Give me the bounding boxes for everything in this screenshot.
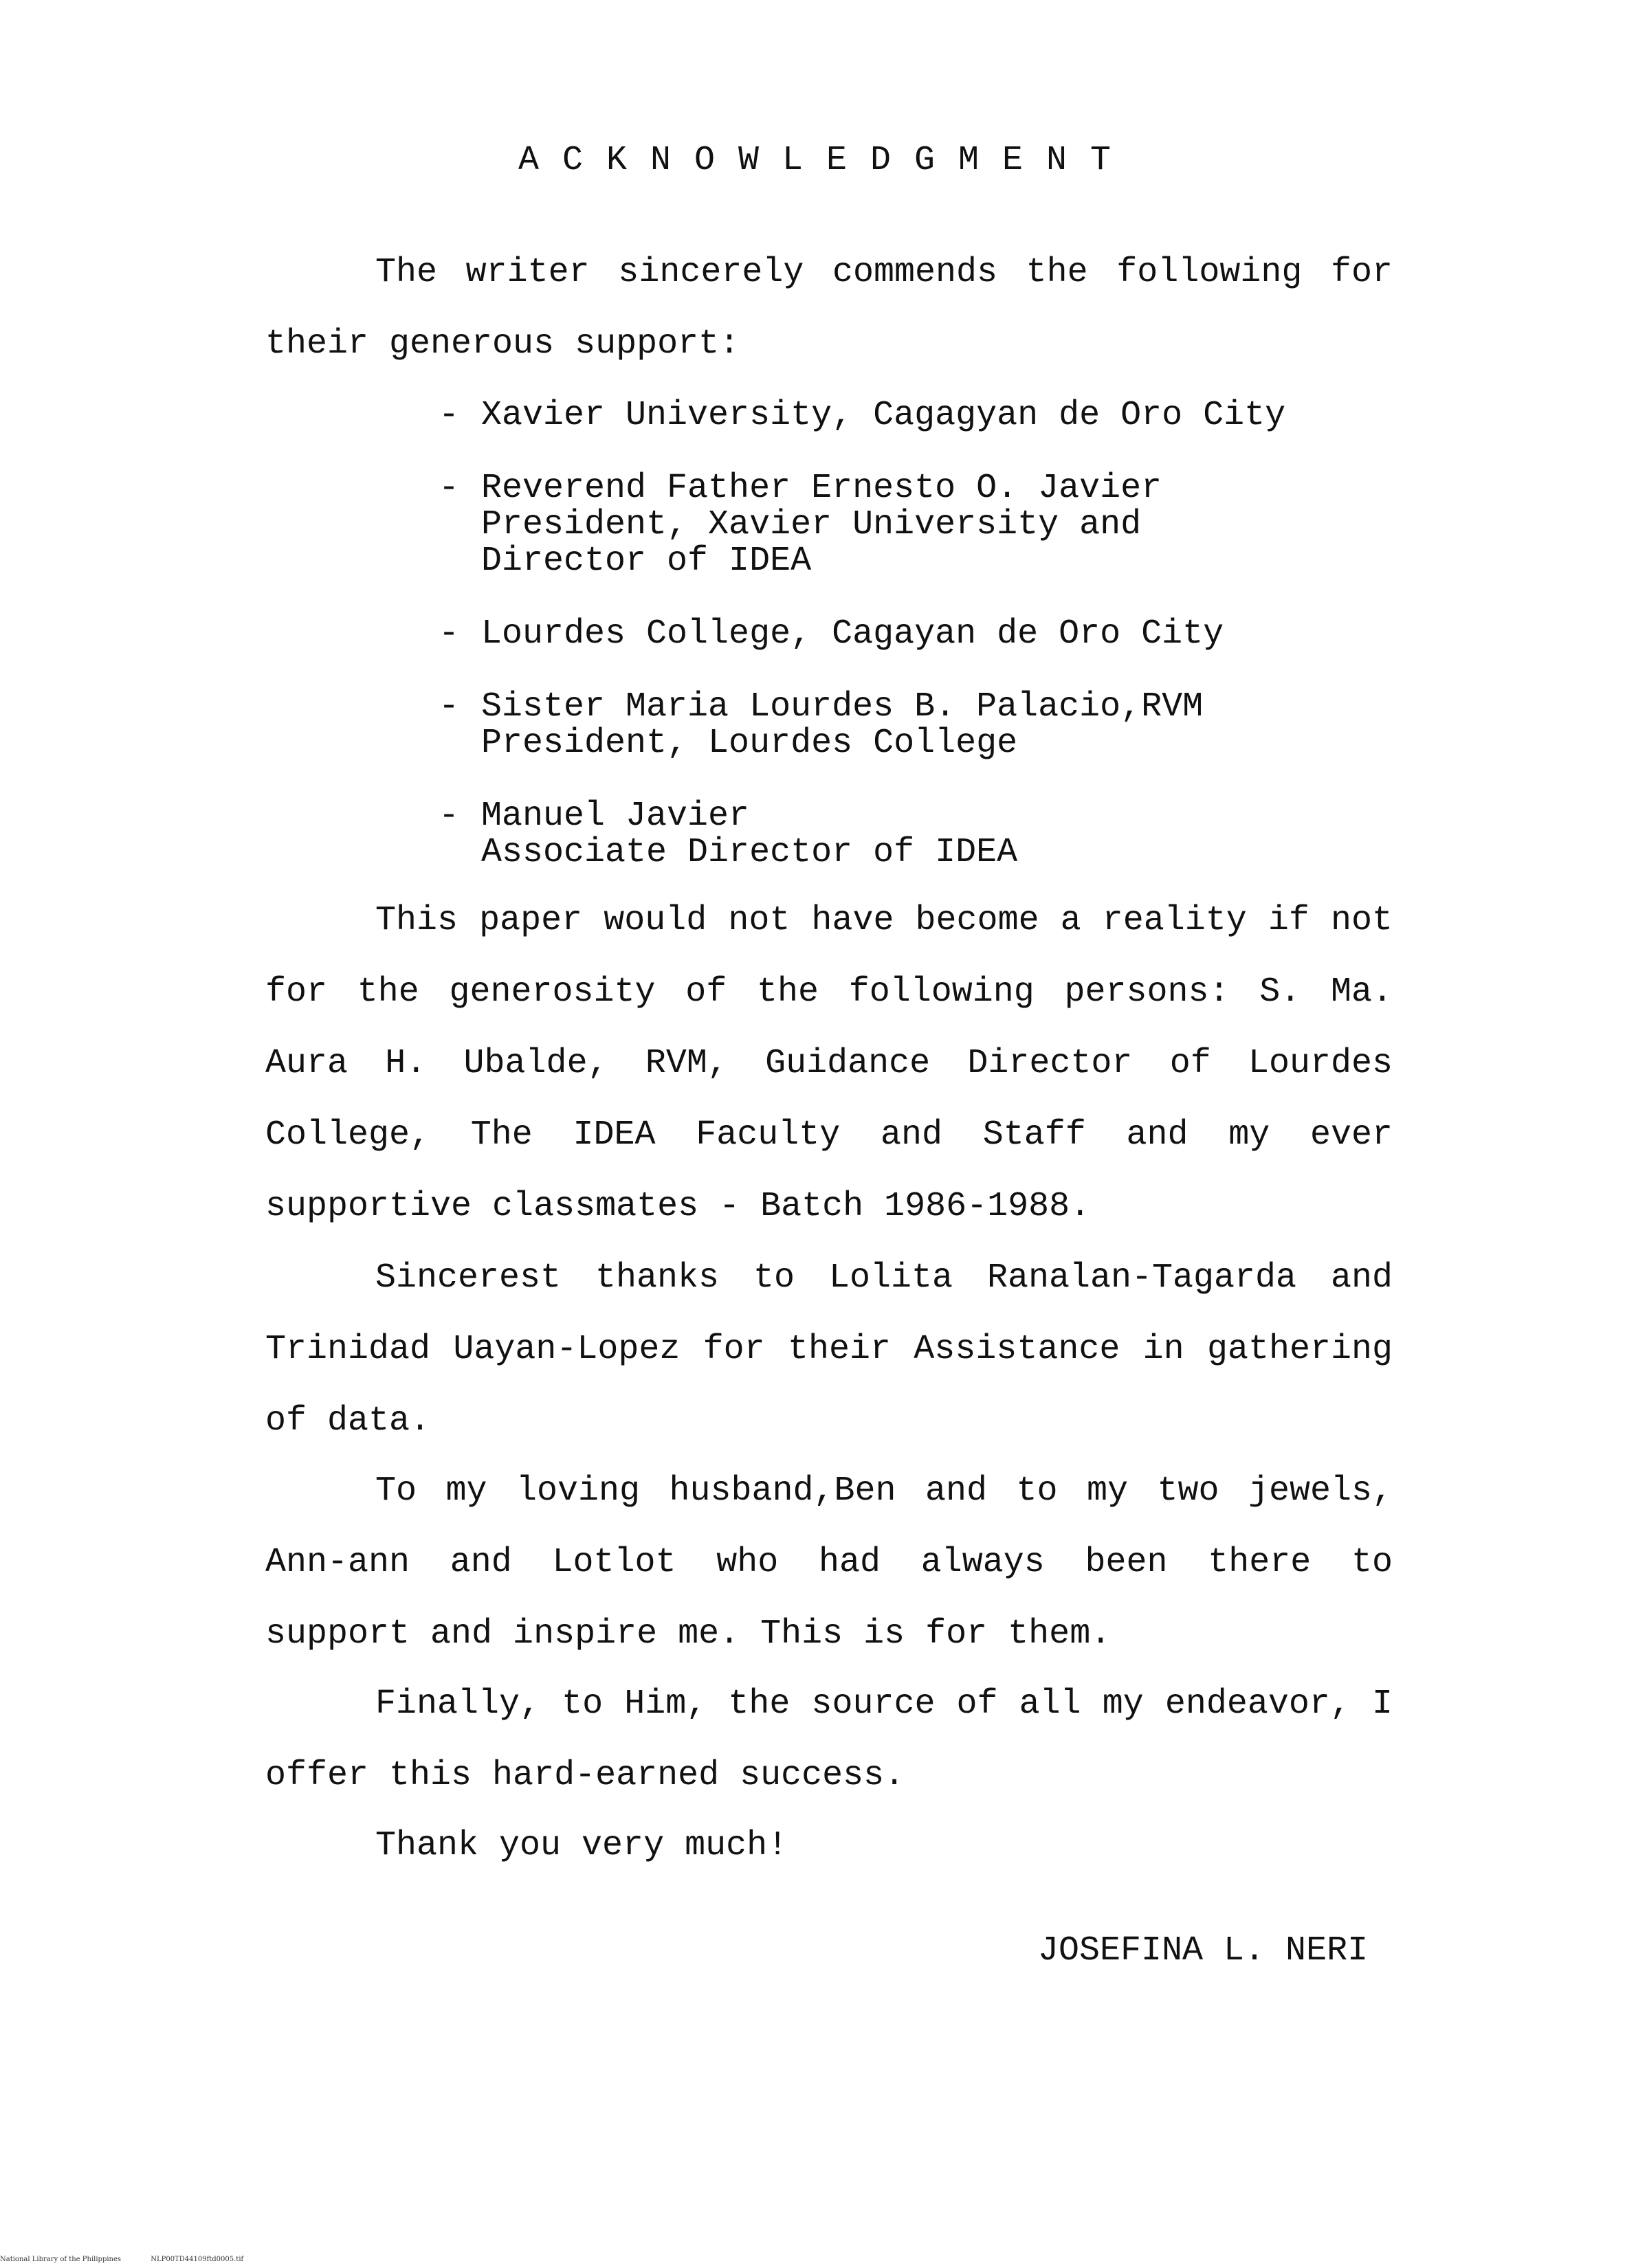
list-item-line: Reverend Father Ernesto O. Javier — [481, 469, 1162, 508]
page-title: ACKNOWLEDGMENT — [518, 141, 1135, 180]
list-item: - Lourdes College, Cagayan de Oro City — [439, 614, 1224, 654]
list-item-line: Director of IDEA — [481, 542, 812, 581]
library-label: National Library of the Philippines — [0, 2256, 122, 2263]
supporters-list — [439, 397, 1401, 907]
intro-paragraph: The writer sincerely commends the following for their generous support: — [265, 253, 1393, 364]
list-item: - Manuel Javier Associate Director of IDEA — [439, 797, 1018, 872]
paragraph-thank-you: Thank you very much! — [375, 1826, 788, 1865]
list-item-line: Associate Director of IDEA — [481, 833, 1018, 872]
list-item-line: Sister Maria Lourdes B. Palacio,RVM — [481, 687, 1204, 726]
file-label: NLP00TD44109ftd0005.tif — [151, 2256, 244, 2263]
list-item: - Xavier University, Cagagyan de Oro City — [439, 396, 1286, 435]
paragraph-persons: This paper would not have become a reality if not for the generosity of the following persons: S. Ma. Aura H. Ubalde, RVM, Guidance Director of Lourdes College, The IDEA Faculty and Staff and my ever supportive classmates - Batch 1986-1988. — [265, 901, 1393, 1226]
list-item-line: Xavier University, Cagagyan de Oro City — [481, 396, 1286, 435]
scan-footer — [0, 2256, 271, 2263]
list-item-line: Manuel Javier — [481, 797, 750, 836]
paragraph-family: To my loving husband,Ben and to my two jewels, Ann-ann and Lotlot who had always been there to support and inspire me. This is for them. — [265, 1471, 1393, 1654]
list-item: - Reverend Father Ernesto O. Javier President, Xavier University and Director of IDEA — [439, 469, 1162, 581]
paragraph-finally: Finally, to Him, the source of all my endeavor, I offer this hard-earned success. — [265, 1685, 1393, 1795]
signature-name: JOSEFINA L. NERI — [1038, 1931, 1369, 1970]
paragraph-thanks: Sincerest thanks to Lolita Ranalan-Tagarda and Trinidad Uayan-Lopez for their Assistance in gathering of data. — [265, 1258, 1393, 1441]
list-item-line: President, Xavier University and — [481, 505, 1142, 544]
list-item-line: Lourdes College, Cagayan de Oro City — [481, 614, 1224, 654]
list-item-line: President, Lourdes College — [481, 724, 1018, 763]
list-item: - Sister Maria Lourdes B. Palacio,RVM President, Lourdes College — [439, 687, 1204, 763]
